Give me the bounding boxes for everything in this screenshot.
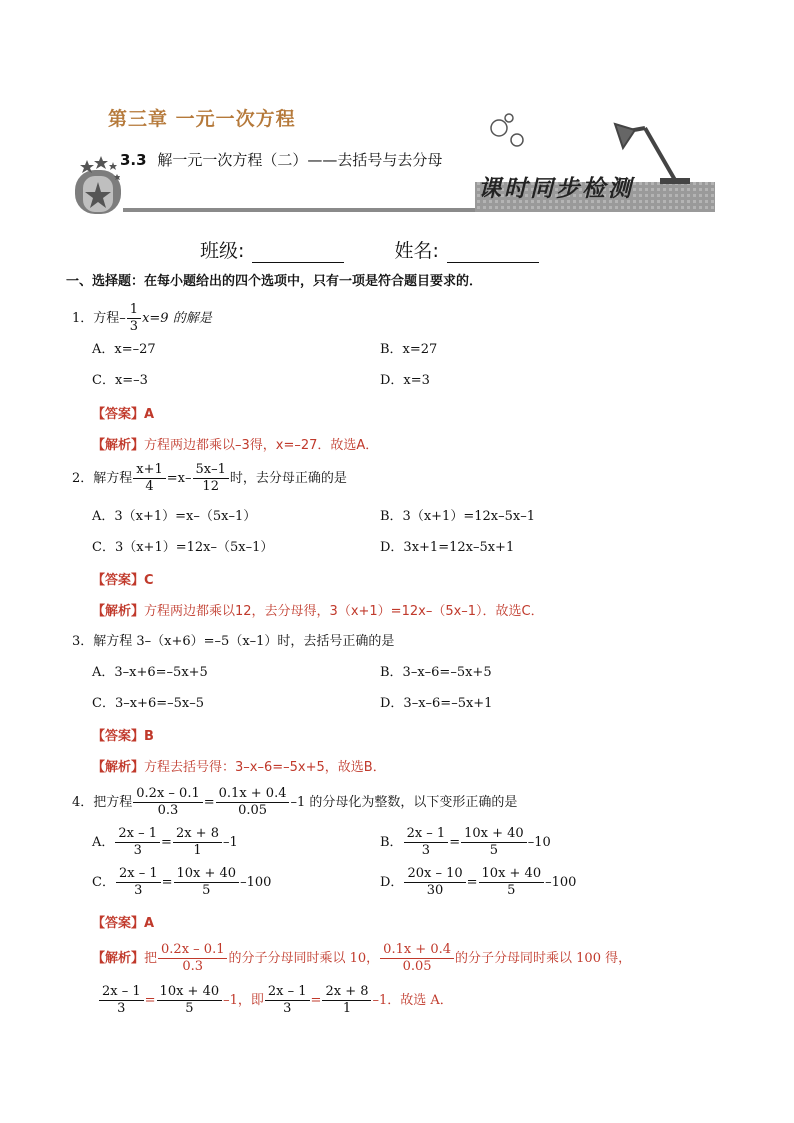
- chapter-title: 第三章 一元一次方程: [108, 108, 296, 130]
- q3-option-d: D．3–x–6=–5x+1: [380, 696, 493, 711]
- section-number: 3.3: [120, 151, 147, 169]
- q1-option-a: A．x=–27: [92, 342, 156, 357]
- name-field[interactable]: [447, 244, 539, 263]
- fraction: $\frac{x+1}{4}$: [133, 462, 166, 495]
- brand-label: 课时同步检测: [478, 175, 634, 202]
- section-title: [120, 149, 442, 170]
- q4-analysis-cont: $\frac{2x - 1}{3}$ = $\frac{10x + 40}{5}$ –1，即 $\frac{2x - 1}{3}$ = $\frac{2x + 8}{1}$ –1．故选 A．: [98, 984, 453, 1017]
- section-intro: 一、选择题：在每小题给出的四个选项中，只有一项是符合题目要求的．: [66, 274, 483, 289]
- q3-answer: 【答案】B: [92, 729, 154, 744]
- q2-option-c: C．3（x+1）=12x–（5x–1）: [92, 540, 274, 555]
- q2-option-a: A．3（x+1）=x–（5x–1）: [92, 509, 257, 524]
- q2-analysis: 【解析】方程两边都乘以12，去分母得，3（x+1）=12x–（5x–1）．故选C．: [92, 604, 544, 619]
- medal-icon: [75, 170, 121, 214]
- q2-option-d: D．3x+1=12x–5x+1: [380, 540, 515, 555]
- question-3: 3．解方程 3–（x+6）=–5（x–1）时，去括号正确的是: [72, 634, 395, 649]
- q1-answer: 【答案】A: [92, 407, 155, 422]
- bubbles-icon: [491, 114, 523, 146]
- section-name: 解一元一次方程（二）——去括号与去分母: [157, 151, 443, 169]
- q3-option-c: C．3–x+6=–5x–5: [92, 696, 204, 711]
- question-1: 1．方程– $\frac{1}{3}$ x=9 的解是: [72, 302, 212, 334]
- fraction: $\frac{5x-1}{12}$: [193, 462, 229, 495]
- q4-option-b: B． $\frac{2x - 1}{3}$ = $\frac{10x + 40}{5}$ –10: [380, 826, 551, 858]
- q4-answer: 【答案】A: [92, 916, 155, 931]
- q4-option-c: C． $\frac{2x - 1}{3}$ = $\frac{10x + 40}{5}$ –100: [92, 866, 272, 898]
- q4-option-a: A． $\frac{2x - 1}{3}$ = $\frac{2x + 8}{1}$ –1: [92, 826, 238, 858]
- q1-option-d: D．x=3: [380, 373, 430, 388]
- q1-analysis: 【解析】方程两边都乘以–3得，x=–27．故选A．: [92, 438, 379, 453]
- class-label: 班级:: [200, 240, 245, 262]
- student-info-row: [200, 236, 583, 263]
- q4-analysis: 【解析】把 $\frac{0.2x - 0.1}{0.3}$ 的分子分母同时乘以 10， $\frac{0.1x + 0.4}{0.05}$ 的分子分母同时乘以 100 得，: [92, 942, 632, 974]
- q1-option-b: B．x=27: [380, 342, 438, 357]
- fraction: $\frac{1}{3}$: [127, 302, 141, 335]
- q3-analysis: 【解析】方程去括号得：3–x–6=–5x+5，故选B．: [92, 760, 386, 775]
- q2-option-b: B．3（x+1）=12x–5x–1: [380, 509, 535, 524]
- name-label: 姓名:: [394, 240, 439, 262]
- question-4: 4．把方程 $\frac{0.2x - 0.1}{0.3}$ = $\frac{0.1x + 0.4}{0.05}$ –1 的分母化为整数，以下变形正确的是: [72, 786, 518, 818]
- q3-option-b: B．3–x–6=–5x+5: [380, 665, 492, 680]
- class-field[interactable]: [252, 244, 344, 263]
- q2-answer: 【答案】C: [92, 573, 154, 588]
- q4-option-d: D． $\frac{20x - 10}{30}$ = $\frac{10x + 40}{5}$ –100: [380, 866, 577, 898]
- q1-option-c: C．x=–3: [92, 373, 148, 388]
- q3-option-a: A．3–x+6=–5x+5: [92, 665, 208, 680]
- question-2: 2．解方程 $\frac{x+1}{4}$ =x– $\frac{5x-1}{12}$ 时，去分母正确的是: [72, 462, 347, 494]
